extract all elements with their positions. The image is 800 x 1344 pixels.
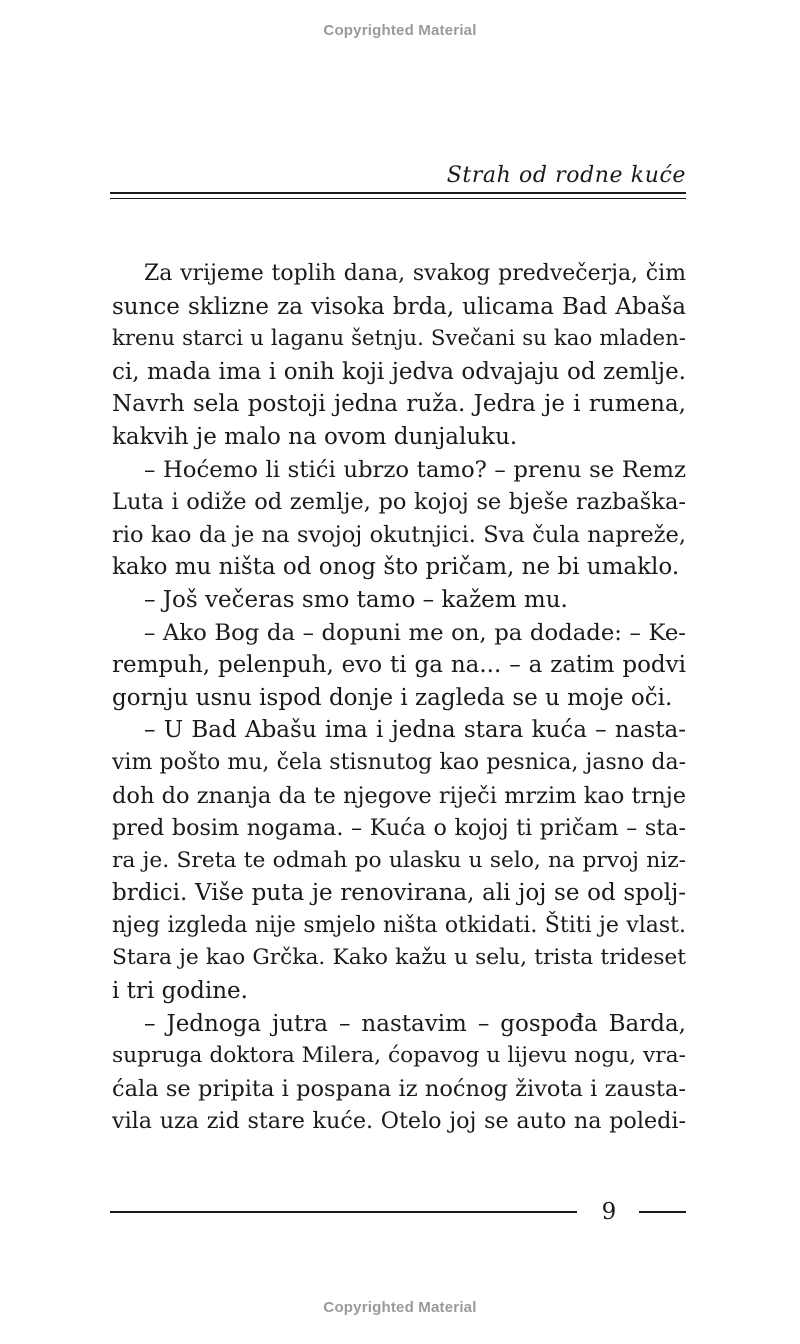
text-line: krenu starci u laganu šetnju. Svečani su kao mladen-: [112, 326, 686, 352]
text-line: – Još večeras smo tamo – kažem mu.: [144, 586, 568, 613]
text-line: pred bosim nogama. – Kuća o kojoj ti pričam – sta-: [112, 815, 686, 842]
text-line: i tri godine.: [112, 978, 248, 1005]
text-line: sunce sklizne za visoka brda, ulicama Bad Abaša: [112, 293, 686, 320]
text-line: vim pošto mu, čela stisnutog kao pesnica, jasno da-: [112, 749, 686, 775]
footer-rule-right: [639, 1211, 686, 1213]
text-line: ćala se pripita i pospana iz noćnog života i zausta-: [112, 1075, 686, 1102]
text-line: supruga doktora Milera, ćopavog u lijevu nogu, vra-: [112, 1043, 686, 1069]
text-line: Stara je kao Grčka. Kako kažu u selu, trista trideset: [112, 945, 686, 971]
page-number: 9: [601, 1199, 617, 1225]
text-line: ci, mada ima i onih koji jedva odvajaju od zemlje.: [112, 358, 686, 385]
copyright-watermark-bottom: Copyrighted Material: [323, 1299, 477, 1316]
text-line: – Jednoga jutra – nastavim – gospođa Barda,: [144, 1010, 686, 1037]
text-line: rio kao da je na svojoj okutnjici. Sva čula napreže,: [112, 521, 686, 548]
text-line: – Hoćemo li stići ubrzo tamo? – prenu se Remz: [144, 456, 686, 483]
text-line: gornju usnu ispod donje i zagleda se u moje oči.: [112, 684, 673, 711]
text-line: ra je. Sreta te odmah po ulasku u selo, na prvoj niz-: [112, 847, 686, 873]
text-line: – U Bad Abašu ima i jedna stara kuća – nasta-: [144, 717, 686, 744]
text-line: njeg izgleda nije smjelo ništa otkidati. Štiti je vlast.: [112, 912, 686, 938]
text-line: Navrh sela postoji jedna ruža. Jedra je i rumena,: [112, 391, 686, 418]
text-line: brdici. Više puta je renovirana, ali joj se od spolj-: [112, 880, 686, 907]
text-line: rempuh, pelenpuh, evo ti ga na... – a zatim podvi: [112, 652, 686, 679]
header-rule-thick: [110, 192, 686, 194]
text-line: doh do znanja da te njegove riječi mrzim kao trnje: [112, 782, 687, 809]
running-head-title: Strah od rodne kuće: [446, 163, 686, 188]
footer-rule-left: [110, 1211, 577, 1213]
text-line: kakvih je malo na ovom dunjaluku.: [112, 423, 518, 450]
text-line: Luta i odiže od zemlje, po kojoj se bješe razbaška-: [112, 489, 686, 516]
text-line: – Ako Bog da – dopuni me on, pa dodade: – Ke-: [144, 619, 686, 646]
text-line: kako mu ništa od onog što pričam, ne bi umaklo.: [112, 554, 680, 581]
copyright-watermark-top: Copyrighted Material: [323, 22, 477, 39]
body-text: [112, 258, 686, 1138]
text-line: vila uza zid stare kuće. Otelo joj se auto na poledi-: [112, 1108, 686, 1135]
text-line: Za vrijeme toplih dana, svakog predvečerja, čim: [144, 261, 686, 286]
header-rule-thin: [110, 198, 686, 199]
